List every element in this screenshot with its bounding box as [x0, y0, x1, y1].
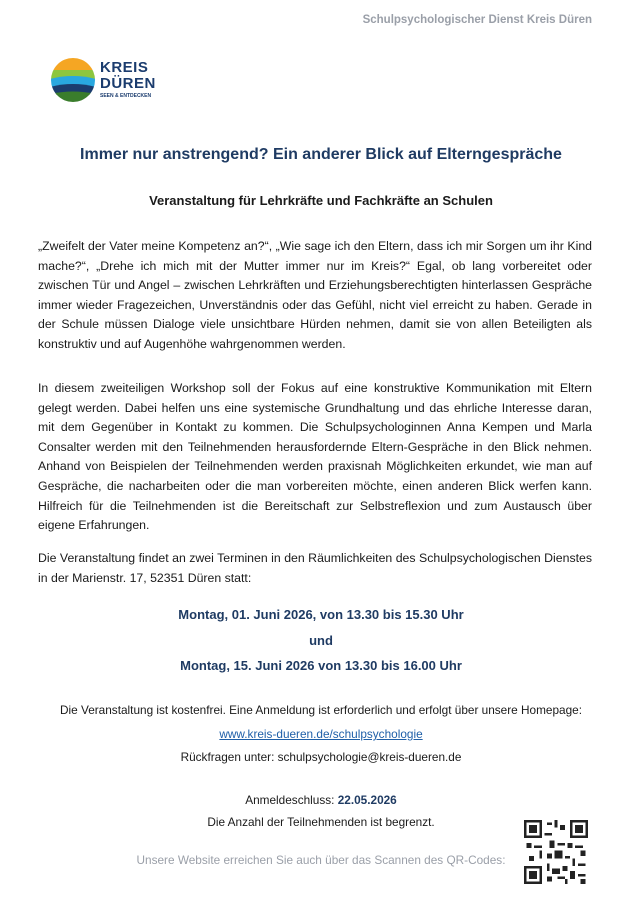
homepage-link[interactable]: www.kreis-dueren.de/schulpsychologie	[219, 727, 423, 741]
kreis-dueren-logo	[50, 57, 154, 107]
deadline-label: Anmeldeschluss:	[245, 793, 335, 807]
event-date-second: Montag, 15. Juni 2026 von 13.30 bis 16.00 Uhr	[180, 658, 462, 673]
qr-code-note: Unsere Website erreichen Sie auch über das Scannen des QR-Codes:	[136, 853, 506, 867]
organization-header: Schulpsychologischer Dienst Kreis Düren	[362, 14, 592, 26]
event-date-first: Montag, 01. Juni 2026, von 13.30 bis 15.30 Uhr	[178, 607, 464, 622]
contact-info: Rückfragen unter: schulpsychologie@kreis-dueren.de	[180, 750, 462, 764]
participant-limit-note: Die Anzahl der Teilnehmenden ist begrenzt.	[207, 815, 435, 829]
page-title: Immer nur anstrengend? Ein anderer Blick auf Elterngespräche	[80, 146, 562, 163]
workshop-paragraph: In diesem zweiteiligen Workshop soll der Fokus auf eine konstruktive Kommunikation mit Eltern gelegt werden. Dabei helfen uns eine systemische Grundhaltung und das ehrliche Interesse daran, mit dem Gegenüber in Kontakt zu kommen. Die Schulpsychologinnen Anna Kempen und Marla Consalter werden mit den Teilnehmenden herausfordernde Eltern-Gespräche in den Blick nehmen. Anhand von Beispielen der Teilnehmenden werden praxisnah Möglichkeiten erkundet, wie man auf Gespräche, die nacharbeiten oder die man vorbereiten möchte, einen anderen Blick werfen kann. Hilfreich für die Teilnehmenden ist die Bereitschaft zur Selbstreflexion und zum Austausch über eigene Erfahrungen.	[38, 381, 592, 533]
registration-deadline	[0, 793, 642, 807]
logo-tagline: SEEN & ENTDECKEN	[100, 93, 152, 99]
registration-info: Die Veranstaltung ist kostenfrei. Eine Anmeldung ist erforderlich und erfolgt über unsere Homepage:	[60, 703, 582, 717]
intro-paragraph: „Zweifelt der Vater meine Kompetenz an?“, „Wie sage ich den Eltern, dass ich mir Sorgen um ihr Kind mache?“, „Drehe ich mich mit der Mutter immer nur im Kreis?“ Egal, ob lang vorbereitet oder zwischen Tür und Angel – zwischen Lehrkräften und Erziehungsberechtigten hinterlassen Gespräche immer wieder Fragezeichen, Unverständnis oder das Gefühl, nicht viel erreicht zu haben. Gerade in der Schule müssen Dialoge viele unsichtbare Hürden nehmen, damit sie von allen Beteiligten als konstruktiv und auf Augenhöhe wahrgenommen werden.	[38, 239, 592, 351]
logo-emblem-icon	[50, 57, 96, 103]
deadline-date: 22.05.2026	[337, 793, 397, 807]
logo-text-dueren: DÜREN	[100, 75, 156, 92]
location-paragraph: Die Veranstaltung findet an zwei Terminen in den Räumlichkeiten des Schulpsychologischen Dienstes in der Marienstr. 17, 52351 Düren statt:	[38, 551, 592, 585]
qr-code-icon[interactable]	[524, 820, 588, 884]
logo-text-kreis: KREIS	[100, 59, 149, 76]
page-subtitle: Veranstaltung für Lehrkräfte und Fachkräfte an Schulen	[149, 193, 493, 208]
event-date-connector: und	[309, 633, 333, 648]
